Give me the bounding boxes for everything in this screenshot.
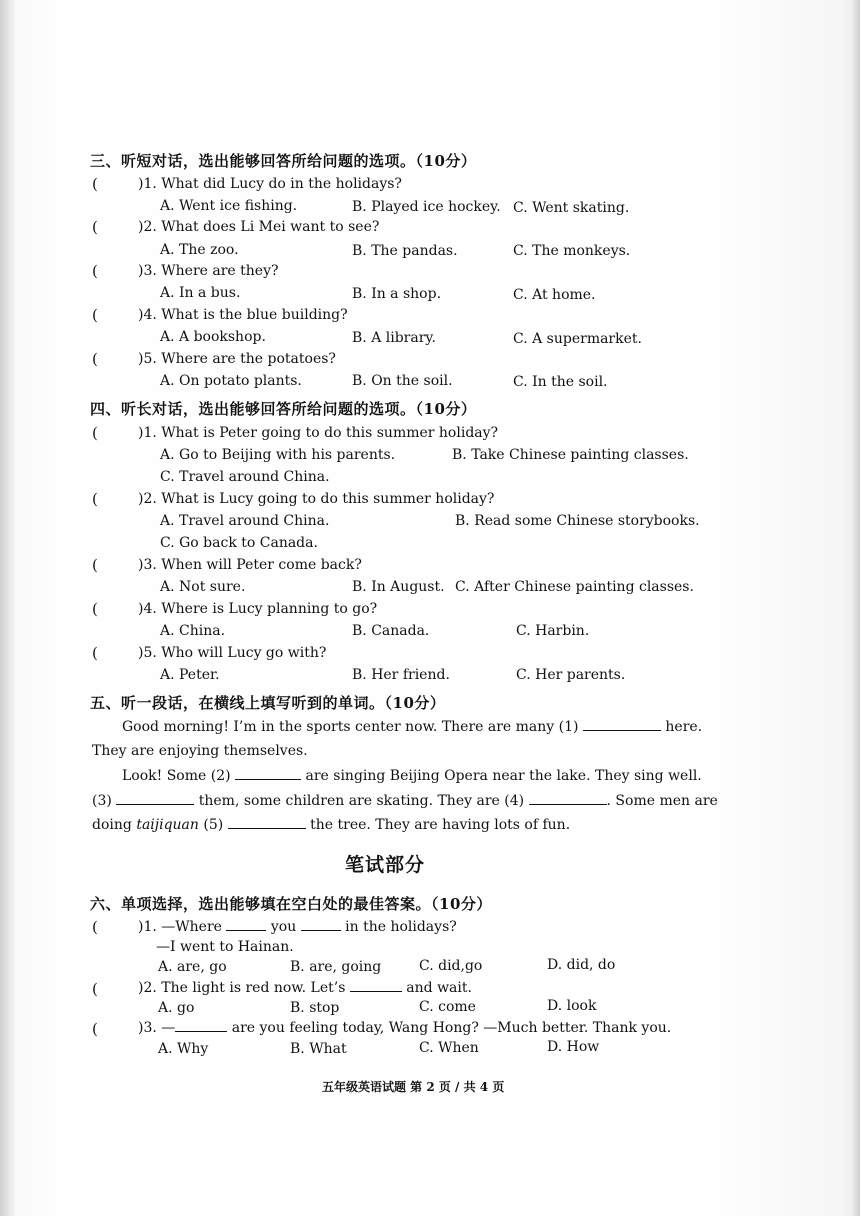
passage-text: (5): [203, 817, 224, 833]
passage-text: here.: [665, 719, 703, 735]
passage-line: [122, 718, 702, 735]
passage-text: (3): [92, 793, 112, 809]
passage-line: [92, 816, 570, 833]
passage-text-italic: taijiquan: [136, 817, 199, 833]
question-text: you: [270, 919, 297, 935]
option-a: A. go: [158, 1000, 195, 1016]
answer-paren: (: [92, 600, 98, 618]
passage-text: Look! Some (2): [122, 768, 231, 784]
option-c: C. Went skating.: [513, 200, 630, 216]
option-c: C. After Chinese painting classes.: [455, 579, 694, 595]
fill-blank-3[interactable]: [116, 792, 194, 805]
option-a: A. China.: [160, 623, 226, 639]
passage-text: . Some men are: [606, 793, 718, 809]
option-c: C. Travel around China.: [160, 469, 330, 485]
question-line: [138, 1019, 671, 1036]
question-line: [138, 918, 457, 935]
answer-paren: (: [92, 424, 98, 442]
option-c: C. Her parents.: [516, 667, 626, 683]
answer-paren: (: [92, 918, 98, 936]
question-text: )3. When will Peter come back?: [138, 557, 362, 573]
option-a: A. Go to Beijing with his parents.: [160, 447, 396, 463]
option-b: B. In August.: [352, 579, 445, 595]
option-c: C. did,go: [419, 958, 483, 974]
section6-heading: 六、单项选择，选出能够填在空白处的最佳答案。（10分）: [90, 895, 492, 913]
option-c: C. In the soil.: [513, 374, 608, 390]
option-b: B. Played ice hockey.: [352, 199, 501, 215]
passage-text: are singing Beijing Opera near the lake. They sing well.: [305, 768, 702, 784]
option-d: D. look: [547, 998, 597, 1014]
answer-paren: (: [92, 644, 98, 662]
answer-paren: (: [92, 980, 98, 998]
option-b: B. Her friend.: [352, 667, 450, 683]
scan-edge-left: [0, 0, 14, 1216]
option-c: C. Go back to Canada.: [160, 535, 318, 551]
option-b: B. The pandas.: [352, 243, 458, 259]
option-c: C. When: [419, 1040, 479, 1056]
option-b: B. Read some Chinese storybooks.: [455, 513, 700, 529]
question-text: )5. Who will Lucy go with?: [138, 645, 327, 661]
answer-paren: (: [92, 218, 98, 236]
option-b: B. On the soil.: [352, 373, 453, 389]
section3-heading: 三、听短对话，选出能够回答所给问题的选项。（10分）: [90, 152, 477, 170]
option-c: C. come: [419, 999, 476, 1015]
written-part-title: 笔试部分: [345, 854, 426, 876]
passage-text: the tree. They are having lots of fun.: [310, 817, 571, 833]
option-a: A. On potato plants.: [160, 373, 302, 389]
fill-blank[interactable]: [301, 918, 341, 931]
fill-blank-4[interactable]: [529, 792, 607, 805]
section4-heading: 四、听长对话，选出能够回答所给问题的选项。（10分）: [90, 400, 477, 418]
answer-paren: (: [92, 556, 98, 574]
option-a: A. are, go: [158, 959, 227, 975]
option-a: A. In a bus.: [160, 285, 241, 301]
question-line: [138, 979, 472, 996]
option-b: B. A library.: [352, 330, 436, 346]
answer-paren: (: [92, 306, 98, 324]
option-c: C. Harbin.: [516, 623, 590, 639]
option-d: D. How: [547, 1039, 600, 1055]
option-a: A. Travel around China.: [160, 513, 330, 529]
answer-paren: (: [92, 350, 98, 368]
option-a: A. Why: [158, 1041, 209, 1057]
section5-heading: 五、听一段话，在横线上填写听到的单词。（10分）: [90, 694, 446, 712]
passage-line: [92, 792, 718, 809]
option-c: C. A supermarket.: [513, 331, 642, 347]
passage-text: them, some children are skating. They are (4): [198, 793, 525, 809]
option-a: A. Peter.: [160, 667, 220, 683]
answer-paren: (: [92, 1020, 98, 1038]
question-text: )3. —: [138, 1020, 176, 1036]
option-d: D. did, do: [547, 957, 616, 973]
page-footer: 五年级英语试题 第 2 页 / 共 4 页: [322, 1080, 505, 1094]
fill-blank[interactable]: [350, 979, 402, 992]
fill-blank-2[interactable]: [235, 767, 301, 780]
question-text: and wait.: [406, 980, 472, 996]
option-b: B. In a shop.: [352, 286, 442, 302]
question-text: )2. What is Lucy going to do this summer holiday?: [138, 491, 495, 507]
answer-paren: (: [92, 490, 98, 508]
passage-line: [122, 767, 702, 784]
question-text: )1. —Where: [138, 919, 222, 935]
option-b: B. are, going: [290, 959, 382, 975]
option-a: A. Not sure.: [160, 579, 246, 595]
question-text: )3. Where are they?: [138, 263, 279, 279]
question-text: )1. What did Lucy do in the holidays?: [138, 176, 402, 192]
passage-text: They are enjoying themselves.: [92, 743, 308, 759]
scan-edge-right: [850, 0, 860, 1216]
option-c: C. At home.: [513, 287, 596, 303]
option-a: A. A bookshop.: [160, 329, 266, 345]
option-b: B. What: [290, 1041, 347, 1057]
option-b: B. Take Chinese painting classes.: [452, 447, 689, 463]
question-text: )2. The light is red now. Let’s: [138, 980, 346, 996]
answer-paren: (: [92, 262, 98, 280]
question-text: )1. What is Peter going to do this summer holiday?: [138, 425, 499, 441]
answer-line: —I went to Hainan.: [156, 939, 294, 955]
option-b: B. Canada.: [352, 623, 430, 639]
option-a: A. Went ice fishing.: [160, 198, 298, 214]
option-a: A. The zoo.: [160, 242, 239, 258]
question-text: )4. Where is Lucy planning to go?: [138, 601, 378, 617]
fill-blank[interactable]: [226, 918, 266, 931]
fill-blank-5[interactable]: [228, 816, 306, 829]
answer-paren: (: [92, 175, 98, 193]
question-text: )2. What does Li Mei want to see?: [138, 219, 380, 235]
passage-text: doing: [92, 817, 132, 833]
question-text: in the holidays?: [345, 919, 457, 935]
question-text: are you feeling today, Wang Hong? —Much better. Thank you.: [231, 1020, 672, 1036]
option-c: C. The monkeys.: [513, 243, 631, 259]
fill-blank[interactable]: [175, 1019, 227, 1032]
option-b: B. stop: [290, 1000, 340, 1016]
passage-text: Good morning! I’m in the sports center now. There are many (1): [122, 719, 579, 735]
question-text: )4. What is the blue building?: [138, 307, 348, 323]
question-text: )5. Where are the potatoes?: [138, 351, 336, 367]
fill-blank-1[interactable]: [583, 718, 661, 731]
